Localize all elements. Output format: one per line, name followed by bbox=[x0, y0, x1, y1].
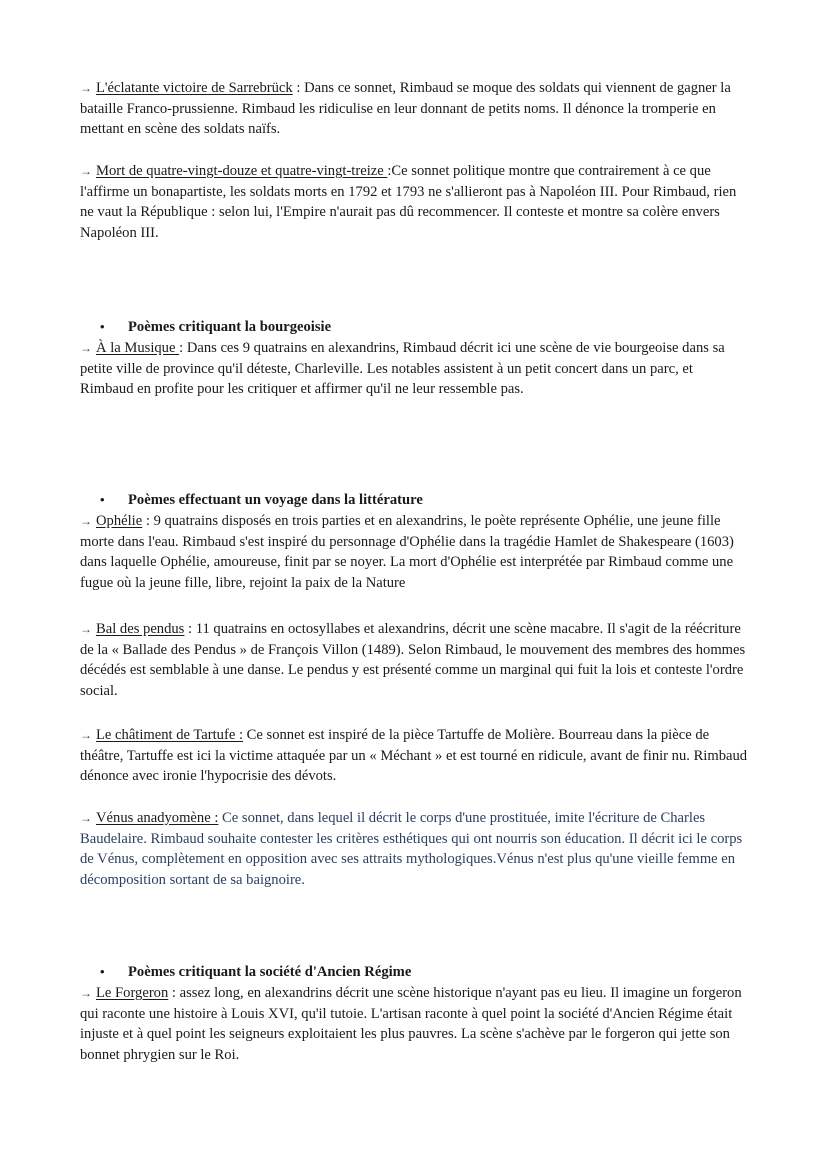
entry-title: Vénus anadyomène : bbox=[96, 810, 219, 826]
entry-title: Le châtiment de Tartufe : bbox=[96, 727, 244, 743]
section-heading-ancien-regime: • Poèmes critiquant la société d'Ancien Régime bbox=[100, 962, 411, 983]
entry-mort-92-93: → Mort de quatre-vingt-douze et quatre-vingt-treize :Ce sonnet politique montre que contrairement à ce que l'affirme un bonapartiste, les soldats morts en 1792 et 1793 ne s'allieront pas à Napoléon III. Pour Rimbaud, rien ne vaut la République : selon lui, l'Empire n'aurait pas dû recommencer. Il conteste et montre sa colère envers Napoléon III. bbox=[80, 163, 737, 241]
arrow-icon: → bbox=[80, 986, 92, 1000]
arrow-icon: → bbox=[80, 811, 92, 825]
arrow-icon: → bbox=[80, 622, 92, 636]
entry-text: Ce sonnet est inspiré de la pièce Tartuffe de Molière. Bourreau dans la pièce de théâtre, Tartuffe est ici la victime attaquée par un « Méchant » et est tourné en ridicule, avant de finir nu. Rimbaud dénonce avec ironie l'hypocrisie des dévots. bbox=[80, 727, 748, 785]
bullet-icon: • bbox=[100, 319, 105, 334]
entry-text: Dans ces 9 quatrains en alexandrins, Rimbaud décrit ici une scène de vie bourgeoise dans sa petite ville de province qu'il déteste, Charleville. Les notables assistent à un petit concert dans un parc, et Rimbaud en profite pour les critiquer et affirmer qu'il ne leur ressemble pas. bbox=[80, 340, 725, 398]
entry-title: Mort de quatre-vingt-douze et quatre-vingt-treize bbox=[96, 163, 388, 179]
arrow-icon: → bbox=[80, 728, 92, 742]
entry-text: Ce sonnet, dans lequel il décrit le corps d'une prostituée, imite l'écriture de Charles Baudelaire. Rimbaud souhaite contester les critères esthétiques qui ont nourris son éducation. Il décrit ici le corps de Vénus, complètement en opposition avec ses attraits mythologiques.Vénus n'est plus qu'une vieille femme en décomposition sortant de sa baignoire. bbox=[80, 810, 743, 888]
arrow-icon: → bbox=[80, 514, 92, 528]
entry-sarrebruck: → L'éclatante victoire de Sarrebrück : Dans ce sonnet, Rimbaud se moque des soldats qui viennent de gagner la bataille Franco-prussienne. Rimbaud les ridiculise en leur donnant de petits noms. Il dénonce la tromperie en mettant en scène des soldats naïfs. bbox=[80, 80, 731, 138]
entry-ophelie: → Ophélie : 9 quatrains disposés en trois parties et en alexandrins, le poète représente Ophélie, une jeune fille morte dans l'eau. Rimbaud s'est inspiré du personnage d'Ophélie dans la tragédie Hamlet de Shakespeare (1603) dans laquelle Ophélie, amoureuse, finit par se noyer. La mort d'Ophélie est interprétée par Rimbaud comme une fugue où la jeune fille, libre, rejoint la paix de la Nature bbox=[80, 513, 734, 591]
entry-text: assez long, en alexandrins décrit une scène historique n'ayant pas eu lieu. Il imagine un forgeron qui raconte une histoire à Louis XVI, qu'il tutoie. L'artisan raconte à quel point la société d'Ancien Régime était injuste et à quel point les seigneurs exploitaient les plus pauvres. La scène s'achève par le forgeron qui jette son bonnet phrygien sur le Roi. bbox=[80, 985, 742, 1063]
entry-chatiment-tartufe bbox=[80, 725, 750, 787]
entry-text: 11 quatrains en octosyllabes et alexandrins, décrit une scène macabre. Il s'agit de la réécriture de la « Ballade des Pendus » de François Villon (1489). Selon Rimbaud, le mouvement des membres des hommes décédés est semblable à une danse. Le pendus y est présenté comme un marginal qui fuit la lois et conteste l'ordre social. bbox=[80, 621, 746, 699]
entry-title: L'éclatante victoire de Sarrebrück bbox=[96, 80, 293, 96]
entry-title: Ophélie bbox=[96, 513, 143, 529]
section-heading-bourgeoisie: • Poèmes critiquant la bourgeoisie bbox=[100, 317, 331, 338]
arrow-icon: → bbox=[80, 341, 92, 355]
entry-le-forgeron: → Le Forgeron : assez long, en alexandrins décrit une scène historique n'ayant pas eu lieu. Il imagine un forgeron qui raconte une histoire à Louis XVI, qu'il tutoie. L'artisan raconte à quel point la société d'Ancien Régime était injuste et à quel point les seigneurs exploitaient les plus pauvres. La scène s'achève par le forgeron qui jette son bonnet phrygien sur le Roi. bbox=[80, 985, 742, 1063]
entry-venus-anadyomene bbox=[80, 808, 750, 890]
arrow-icon: → bbox=[80, 81, 92, 95]
entry-a-la-musique: → À la Musique : Dans ces 9 quatrains en alexandrins, Rimbaud décrit ici une scène de vie bourgeoise dans sa petite ville de province qu'il déteste, Charleville. Les notables assistent à un petit concert dans un parc, et Rimbaud en profite pour les critiquer et affirmer qu'il ne leur ressemble pas. bbox=[80, 340, 725, 398]
entry-title: Le Forgeron bbox=[96, 985, 169, 1001]
section-heading-litterature: • Poèmes effectuant un voyage dans la littérature bbox=[100, 490, 423, 511]
entry-title: Bal des pendus bbox=[96, 621, 185, 637]
bullet-icon: • bbox=[100, 492, 105, 507]
entry-text: Ce sonnet politique montre que contrairement à ce que l'affirme un bonapartiste, les soldats morts en 1792 et 1793 ne s'allieront pas à Napoléon III. Pour Rimbaud, rien ne vaut la République : selon lui, l'Empire n'aurait pas dû recommencer. Il conteste et montre sa colère envers Napoléon III. bbox=[80, 163, 737, 241]
arrow-icon: → bbox=[80, 164, 92, 178]
bullet-icon: • bbox=[100, 964, 105, 979]
entry-title: À la Musique bbox=[96, 340, 180, 356]
entry-bal-des-pendus: → Bal des pendus : 11 quatrains en octosyllabes et alexandrins, décrit une scène macabre. Il s'agit de la réécriture de la « Ballade des Pendus » de François Villon (1489). Selon Rimbaud, le mouvement des membres des hommes décédés est semblable à une danse. Le pendus y est présenté comme un marginal qui fuit la lois et conteste l'ordre social. bbox=[80, 621, 746, 699]
entry-text: 9 quatrains disposés en trois parties et en alexandrins, le poète représente Ophélie, une jeune fille morte dans l'eau. Rimbaud s'est inspiré du personnage d'Ophélie dans la tragédie Hamlet de Shakespeare (1603) dans laquelle Ophélie, amoureuse, finit par se noyer. La mort d'Ophélie est interprétée par Rimbaud comme une fugue où la jeune fille, libre, rejoint la paix de la Nature bbox=[80, 513, 734, 591]
entry-text: Dans ce sonnet, Rimbaud se moque des soldats qui viennent de gagner la bataille Franco-prussienne. Rimbaud les ridiculise en leur donnant de petits noms. Il dénonce la tromperie en mettant en scène des soldats naïfs. bbox=[80, 80, 731, 138]
